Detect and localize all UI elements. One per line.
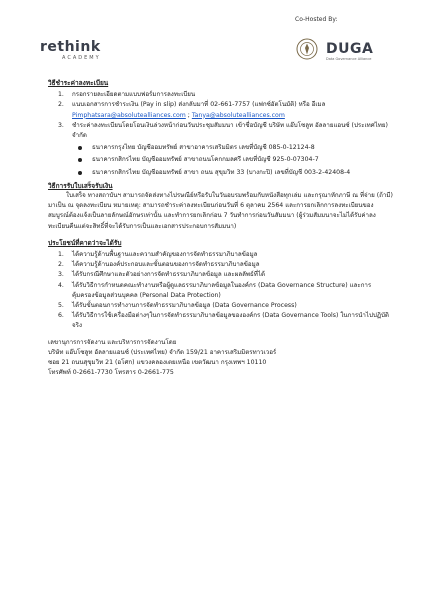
benefit-item: 2. ได้ความรู้ด้านองค์ประกอบและขั้นตอนของการจัดทำธรรมาภิบาลข้อมูล xyxy=(58,261,260,269)
bank-account-item: ธนาคารกรุงไทย บัญชีออมทรัพย์ สาขาอาคารเสริมมิตร เลขที่บัญชี 085-0-12124-8 xyxy=(48,143,393,153)
bullet-icon xyxy=(78,158,82,162)
benefits-list xyxy=(48,250,393,332)
receipt-paragraph: ใบเสร็จ ทางสถาบันฯ สามารถจัดส่งทางไปรษณีย์หรือรับในวันอบรมพร้อมกับหนังสือทุกเล่ม และกรุณาหักภาษี ณ ที่จ่าย (ถ้ามี) มาเป็น ณ จุดลงทะเบียน หมายเหตุ: สามารถชำระค่าลงทะเบียนก่อนวันที่ 6 ตุลาคม 2564 และการยกเลิกการลงทะเบียนของสมบูรณ์ต้องแจ้งเป็นลายลักษณ์อักษรเท่านั้น และทำการยกเลิกก่อน 7 วันทำการก่อนวันสัมมนา (ผู้ร่วมสัมมนาจะไม่ได้รับค่าลงทะเบียนคืนแต่จะสิทธิ์ที่จะได้รับการเป็นและเอกสารประกอบการสัมมนา) xyxy=(48,192,393,230)
bullet-icon xyxy=(78,146,82,150)
payment-step: 1. กรอกรายละเอียดตามแบบฟอร์มการลงทะเบียน xyxy=(58,91,196,99)
logo-sub-text: ACADEMY xyxy=(62,55,101,61)
footer-line: โทรศัพท์ 0-2661-7730 โทรสาร 0-2661-775 xyxy=(48,369,174,377)
organizer-footer xyxy=(48,338,393,379)
logo-brand-text: rethink xyxy=(40,39,101,55)
university-seal-icon xyxy=(296,38,318,60)
bullet-icon xyxy=(78,171,82,175)
benefit-item: 5. ได้รับขั้นตอนการทำงานการจัดทำธรรมาภิบาลข้อมูล (Data Governance Process) xyxy=(58,302,297,310)
cohost-label: Co-Hosted By: xyxy=(295,16,338,23)
benefits-heading: ประโยชน์ที่คาดว่าจะได้รับ xyxy=(48,238,122,247)
benefit-item: 4. ได้รับวิธีการกำหนดคณะทำงานหรือผู้ดูแลธรรมาภิบาลข้อมูลในองค์กร (Data Governance Structure) และการคุ้มครองข้อมูลส่วนบุคคล (Personal Data Protection) xyxy=(58,281,372,299)
email-link-1[interactable]: Pimphatsara@absolutealliances.com xyxy=(72,111,186,119)
duga-logo xyxy=(326,42,373,61)
benefit-item: 1. ได้ความรู้ด้านพื้นฐานและความสำคัญของการจัดทำธรรมาภิบาลข้อมูล xyxy=(58,251,258,259)
bank-account-item: ธนาคารกสิกรไทย บัญชีออมทรัพย์ สาขา ถนน สุขุมวิท 33 (บางกะปิ) เลขที่บัญชี 003-2-42408-4 xyxy=(48,168,393,178)
bank-accounts-list xyxy=(48,143,393,178)
footer-line: เลขานุการการจัดงาน และบริหารการจัดงานโดย xyxy=(48,338,177,346)
bank-account-item: ธนาคารกสิกรไทย บัญชีออมทรัพย์ สาขาถนนโคกกมลศรี เลขที่บัญชี 925-0-07304-7 xyxy=(48,155,393,165)
payment-step: 2. แนบเอกสารการชำระเงิน (Pay in slip) ส่งกลับมาที่ 02-661-7757 (แฟกซ์อัตโนมัติ) หรือ อีเมล Pimphatsara@absolutealliances.com ; Tanya@absolutealliances.com xyxy=(58,101,326,119)
footer-line: ซอย 21 ถนนสุขุมวิท 21 (อโศก) แขวงคลองเตยเหนือ เขตวัฒนา กรุงเทพฯ 10110 xyxy=(48,359,267,367)
benefit-item: 3. ได้รับกรณีศึกษาและตัวอย่างการจัดทำธรรมาภิบาลข้อมูล และผลลัพธ์ที่ได้ xyxy=(58,271,265,279)
email-link-2[interactable]: Tanya@absolutealliances.com xyxy=(191,111,285,119)
receipt-heading: วิธีการรับใบเสร็จรับเงิน xyxy=(48,181,113,190)
benefit-item: 6. ได้รับวิธีการใช้เครื่องมือต่างๆในการจัดทำธรรมาภิบาลข้อมูลขององค์กร (Data Governance Tools) ในการนำไปปฏิบัติจริง xyxy=(58,312,389,330)
footer-line: บริษัท แอ๊บโซลูท อัลลายแอนซ์ (ประเทศไทย) จำกัด 159/21 อาคารเสริมมิตรทาวเวอร์ xyxy=(48,348,277,356)
document-body xyxy=(48,78,393,378)
payment-step: 3. ชำระค่าลงทะเบียนโดยโอนเงินล่วงหน้าก่อนวันประชุมสัมมนา เข้าชื่อบัญชี บริษัท แอ๊บโซลูท อัลลายแอนซ์ (ประเทศไทย) จำกัด xyxy=(58,121,388,140)
duga-logo-subtext: Data Governance Alliance xyxy=(326,57,372,61)
rethink-academy-logo xyxy=(40,40,101,61)
payment-heading: วิธีชำระค่าลงทะเบียน xyxy=(48,79,109,87)
payment-steps-list xyxy=(48,90,393,141)
duga-logo-text: DUGA xyxy=(326,41,374,57)
